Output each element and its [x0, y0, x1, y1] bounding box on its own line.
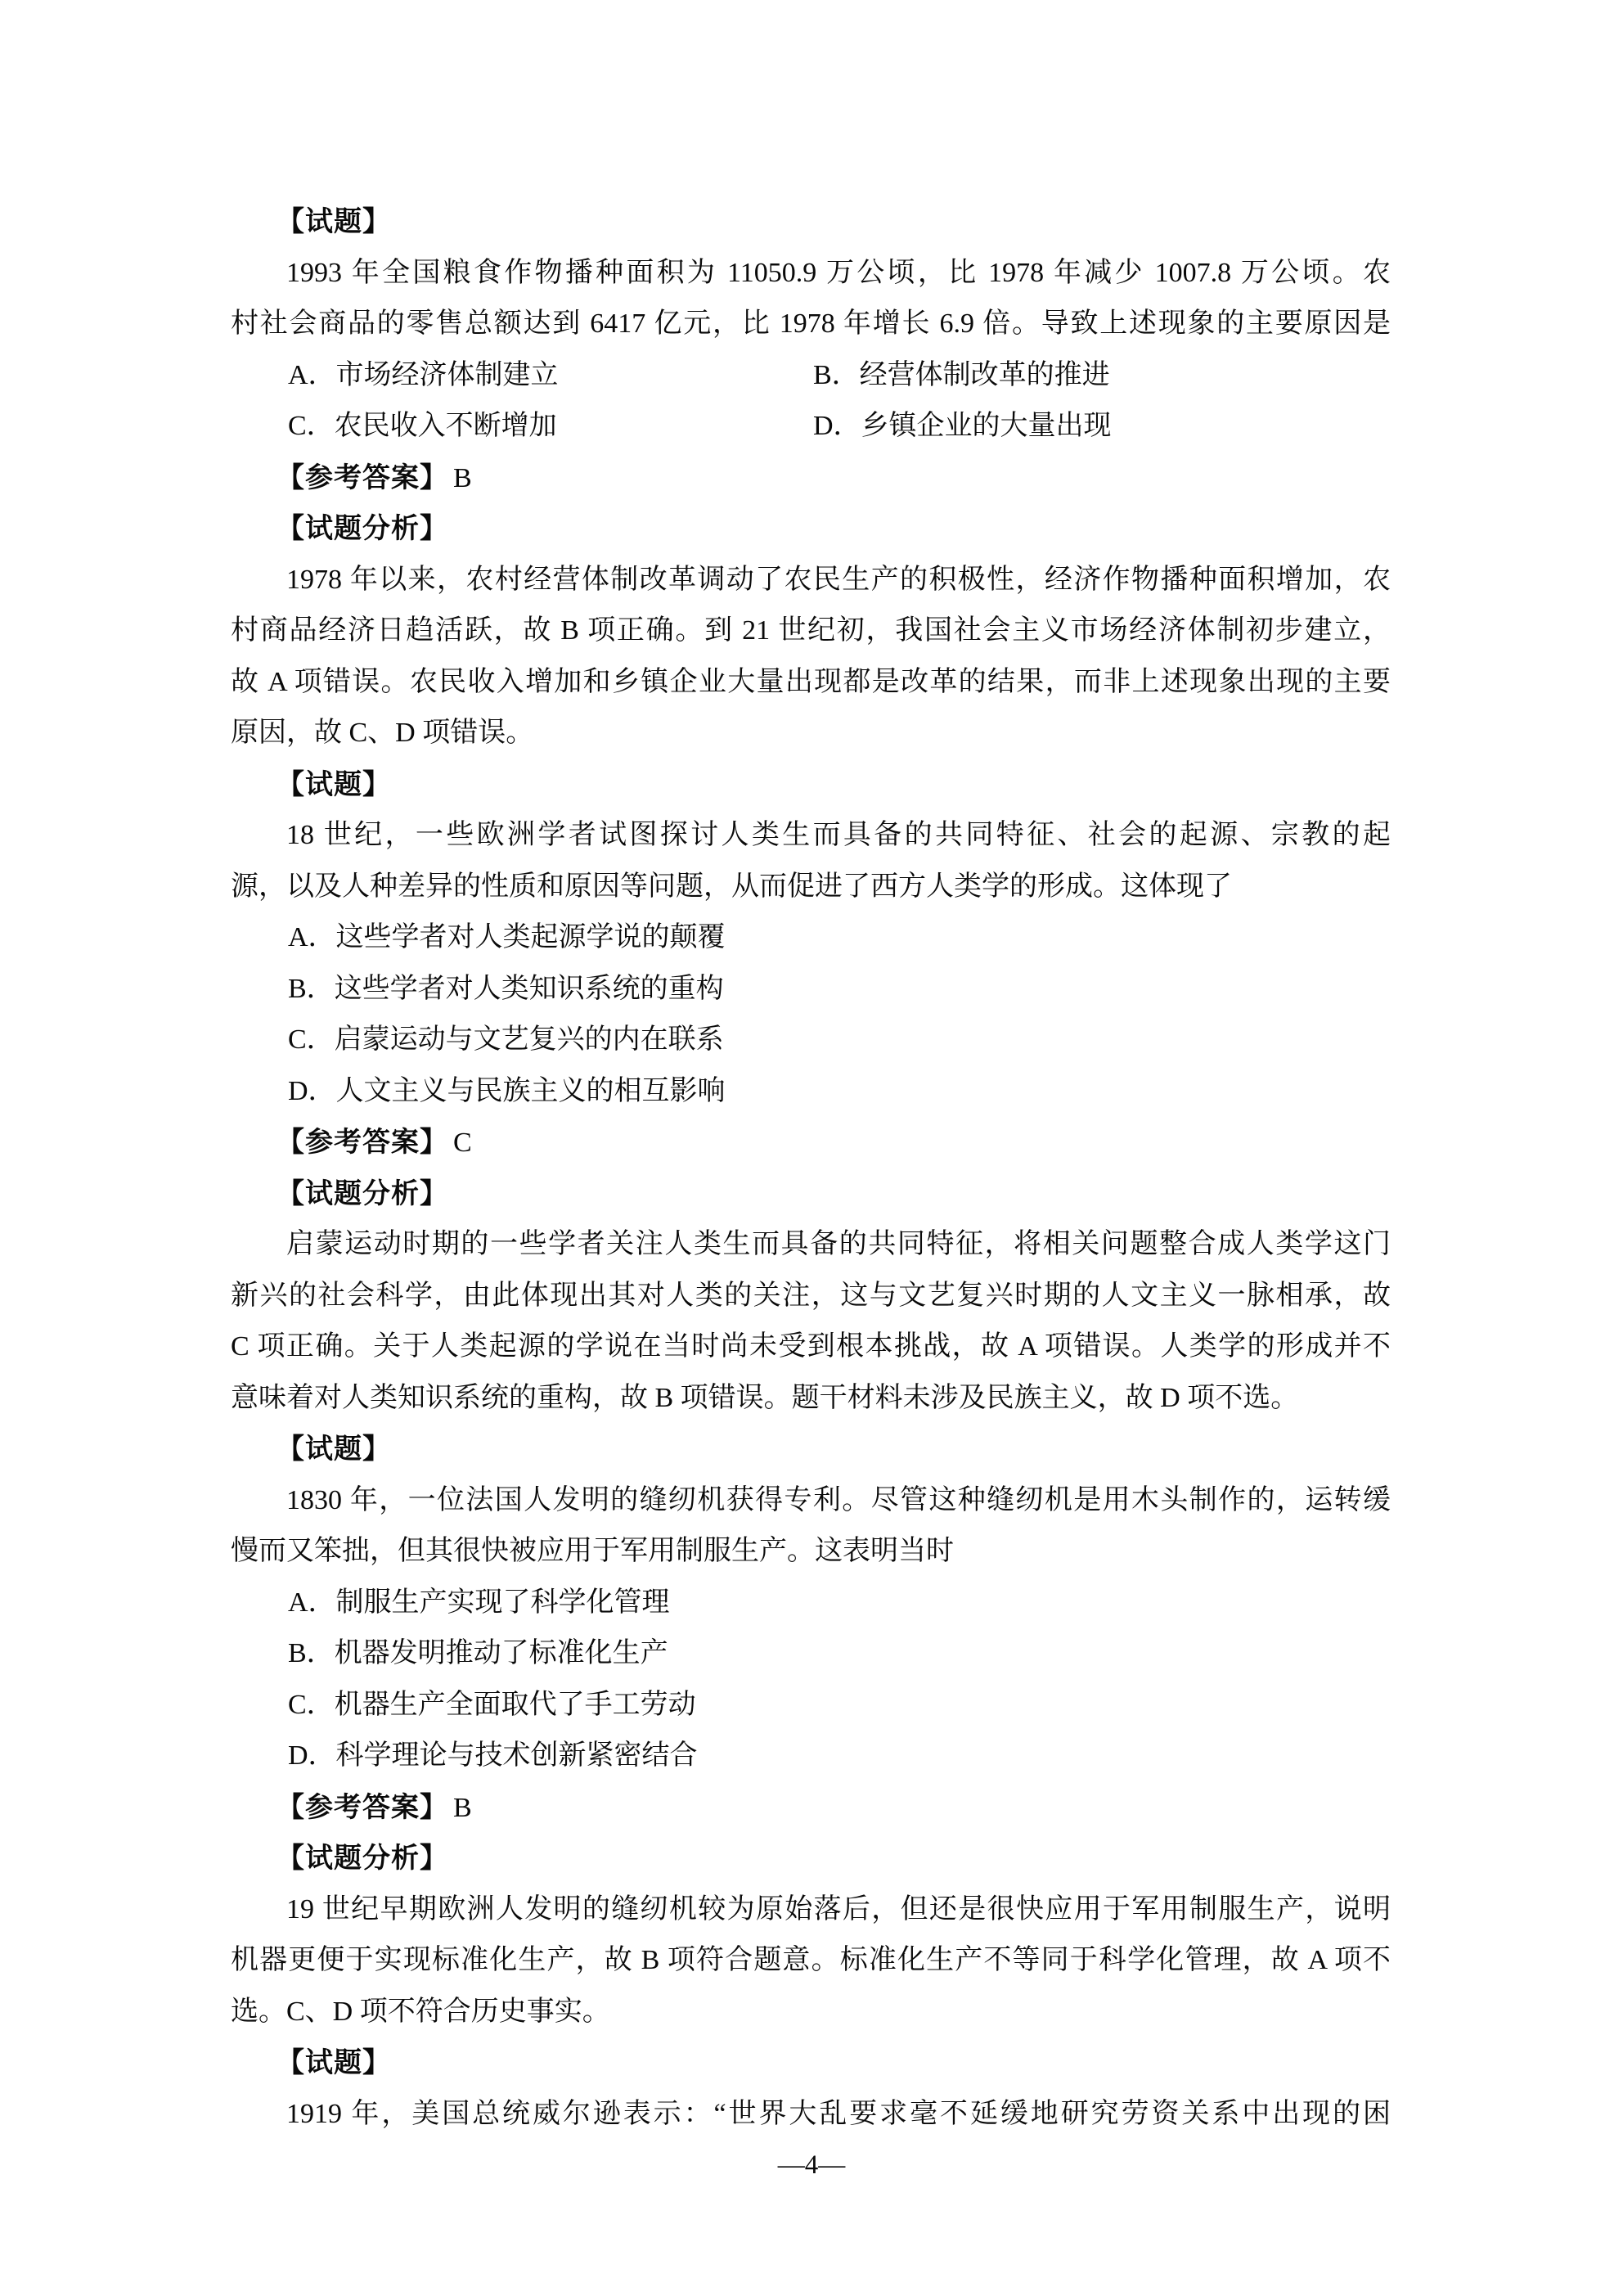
paragraph-line: 村社会商品的零售总额达到 6417 亿元，比 1978 年增长 6.9 倍。导致上述现象的主要原因是: [231, 308, 1391, 339]
section-label-text: 【试题】: [276, 2047, 391, 2078]
paragraph-line: 新兴的社会科学，由此体现出其对人类的关注，这与文艺复兴时期的人文主义一脉相承，故: [231, 1280, 1391, 1311]
option-item: D．科学理论与技术创新紧密结合: [288, 1740, 698, 1771]
option-item: A．制服生产实现了科学化管理: [288, 1587, 670, 1618]
option-item: D．乡镇企业的大量出现: [813, 411, 1112, 441]
section-label: [231, 1782, 1391, 1834]
option-item: A．这些学者对人类起源学说的颠覆: [288, 922, 726, 952]
option-item: C．农民收入不断增加: [288, 411, 557, 441]
paragraph-line: 慢而又笨拙，但其很快被应用于军用制服生产。这表明当时: [231, 1536, 954, 1566]
option-item: B．这些学者对人类知识系统的重构: [288, 973, 724, 1004]
option-row: [231, 401, 1391, 452]
section-label: [231, 503, 1391, 555]
option-item: B．机器发明推动了标准化生产: [288, 1638, 668, 1668]
paragraph-line: 故 A 项错误。农民收入增加和乡镇企业大量出现都是改革的结果，而非上述现象出现的主要: [231, 666, 1391, 697]
section-label: [231, 1833, 1391, 1884]
answer-letter: B: [453, 1792, 472, 1823]
paragraph-line: 1830 年，一位法国人发明的缝纫机获得专利。尽管这种缝纫机是用木头制作的，运转缓: [286, 1484, 1391, 1515]
paragraph-line: 机器更便于实现标准化生产，故 B 项符合题意。标准化生产不等同于科学化管理，故 A 项不: [231, 1945, 1391, 1975]
paragraph-line: C 项正确。关于人类起源的学说在当时尚未受到根本挑战，故 A 项错误。人类学的形成并不: [231, 1331, 1391, 1362]
paragraph-line: 1993 年全国粮食作物播种面积为 11050.9 万公顷，比 1978 年减少 1007.8 万公顷。农: [286, 257, 1391, 288]
section-label: [231, 452, 1391, 504]
answer-letter: C: [453, 1128, 472, 1158]
section-label-text: 【试题分析】: [276, 513, 448, 544]
section-label-text: 【试题】: [276, 768, 391, 800]
section-label: [231, 759, 1391, 811]
section-label-text: 【参考答案】: [276, 1791, 448, 1823]
section-label: [231, 1117, 1391, 1168]
section-label: [231, 1168, 1391, 1220]
section-label-text: 【试题】: [276, 206, 391, 237]
section-label-text: 【参考答案】: [276, 1127, 448, 1158]
option-item: C．启蒙运动与文艺复兴的内在联系: [288, 1024, 724, 1055]
option-row: [231, 350, 1391, 402]
section-label: [231, 1424, 1391, 1475]
page-content: [231, 196, 1391, 2140]
section-label-text: 【参考答案】: [276, 461, 448, 493]
paragraph-line: 村商品经济日趋活跃，故 B 项正确。到 21 世纪初，我国社会主义市场经济体制初步建立，: [231, 615, 1391, 646]
paragraph-line: 意味着对人类知识系统的重构，故 B 项错误。题干材料未涉及民族主义，故 D 项不选。: [231, 1382, 1299, 1413]
paragraph-line: 1978 年以来，农村经营体制改革调动了农民生产的积极性，经济作物播种面积增加，农: [286, 564, 1391, 595]
option-item: B．经营体制改革的推进: [813, 359, 1110, 390]
page-number: —4—: [777, 2150, 846, 2180]
section-label: [231, 2037, 1391, 2089]
paragraph-line: 1919 年，美国总统威尔逊表示：“世界大乱要求毫不延缓地研究劳资关系中出现的困: [286, 2098, 1391, 2129]
paragraph-line: 原因，故 C、D 项错误。: [231, 718, 534, 748]
section-label-text: 【试题】: [276, 1434, 391, 1465]
paragraph-line: 19 世纪早期欧洲人发明的缝纫机较为原始落后，但还是很快应用于军用制服生产，说明: [286, 1893, 1391, 1925]
section-label: [231, 196, 1391, 248]
answer-letter: B: [453, 462, 472, 493]
section-label-text: 【试题分析】: [276, 1843, 448, 1874]
option-item: C．机器生产全面取代了手工劳动: [288, 1689, 696, 1720]
paragraph-line: 源，以及人种差异的性质和原因等问题，从而促进了西方人类学的形成。这体现了: [231, 871, 1232, 902]
option-item: A．市场经济体制建立: [288, 359, 559, 390]
paragraph-line: 选。C、D 项不符合历史事实。: [231, 1996, 610, 2027]
paragraph-line: 18 世纪，一些欧洲学者试图探讨人类生而具备的共同特征、社会的起源、宗教的起: [286, 820, 1391, 850]
paragraph-line: 启蒙运动时期的一些学者关注人类生而具备的共同特征，将相关问题整合成人类学这门: [286, 1229, 1391, 1259]
option-item: D．人文主义与民族主义的相互影响: [288, 1075, 726, 1106]
section-label-text: 【试题分析】: [276, 1177, 448, 1209]
